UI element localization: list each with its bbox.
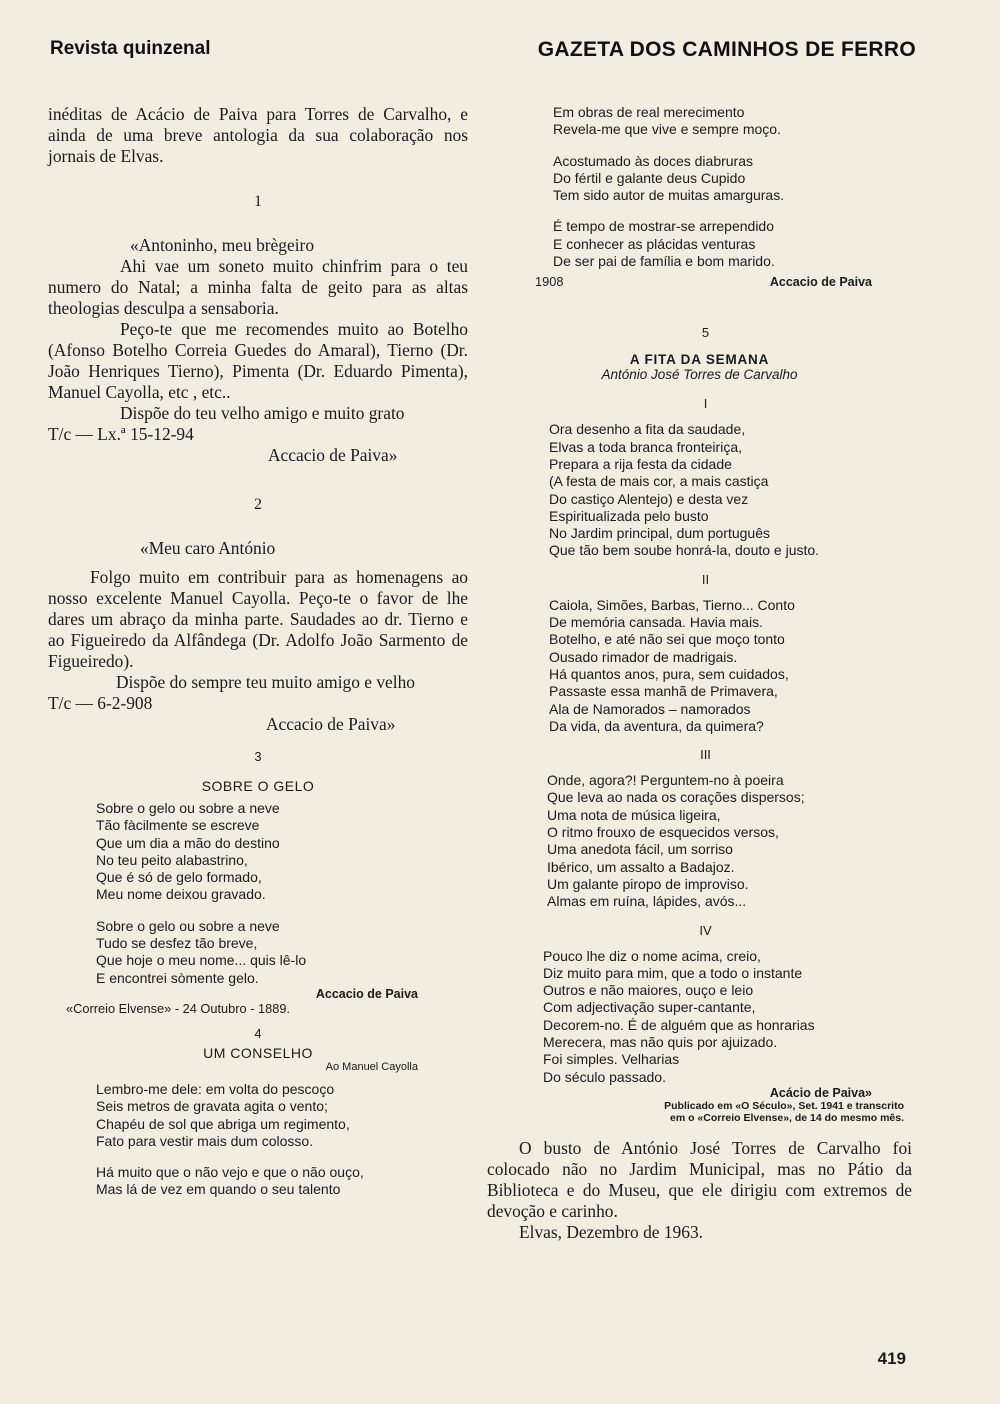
- poem-line: Em obras de real merecimento: [553, 104, 745, 120]
- poem-5-subtitle: António José Torres de Carvalho: [601, 367, 798, 383]
- poem-5-section-1: [487, 421, 912, 559]
- poem-3-signature: Accacio de Paiva: [315, 986, 418, 1001]
- poem-line: Com adjectivação super-cantante,: [543, 999, 756, 1016]
- poem-line: Sobre o gelo ou sobre a neve: [96, 917, 280, 934]
- letter-2-paragraph-2: Dispõe do sempre teu muito amigo e velho: [116, 672, 415, 692]
- section-numeral: III: [700, 747, 711, 763]
- poem-line: Ala de Namorados – namorados: [549, 700, 751, 717]
- poem-line: (A festa de mais cor, a mais castiça: [549, 473, 769, 490]
- poem-4-title: UM CONSELHO: [203, 1044, 313, 1061]
- poem-line: E conhecer as plácidas venturas: [553, 235, 756, 252]
- poem-line: Tem sido autor de muitas amarguras.: [553, 187, 785, 204]
- poem-3-title: SOBRE O GELO: [201, 778, 315, 794]
- section-numeral: IV: [699, 922, 712, 938]
- letter-1-signature: Accacio de Paiva»: [268, 445, 398, 465]
- poem-5-section-3: [487, 772, 912, 910]
- poem-5-publication-note-2: em o «Correio Elvense», de 14 do mesmo mês.: [669, 1111, 904, 1124]
- poem-line: Diz muito para mim, que a todo o instante: [543, 964, 803, 981]
- poem-line: Do fértil e galante deus Cupido: [553, 169, 746, 186]
- letter-2-signature: Accacio de Paiva»: [266, 714, 396, 734]
- letter-1-number: 1: [254, 193, 262, 210]
- poem-5-section-4: [487, 948, 912, 1086]
- poem-line: Ora desenho a fita da saudade,: [549, 421, 746, 438]
- poem-line: De ser pai de família e bom marido.: [553, 253, 775, 270]
- poem-line: Do castiço Alentejo) e desta vez: [549, 490, 749, 507]
- letter-2-paragraph-1: Folgo muito em contribuir para as homenagens ao nosso excelente Manuel Cayolla. Peço-te o favor de lhe dares um abraço da minha parte. Saudades ao dr. Tierno e ao Figueiredo da Alfândega (Dr. Adolfo João Sarmento de Figueiredo).: [48, 567, 468, 671]
- poem-line: Que é só de gelo formado,: [96, 869, 262, 886]
- poem-5-publication-note-1: Publicado em «O Século», Set. 1941 e transcrito: [664, 1099, 904, 1112]
- poem-line: No teu peito alabastrino,: [96, 851, 248, 868]
- poem-line: Revela-me que vive e sempre moço.: [553, 121, 781, 138]
- poem-line: Tão fàcilmente se escreve: [96, 817, 260, 834]
- left-column: [48, 104, 468, 1199]
- poem-line: Pouco lhe diz o nome acima, creio,: [543, 947, 761, 964]
- poem-line: Do século passado.: [543, 1068, 666, 1085]
- poem-line: Um galante piropo de improviso.: [547, 875, 749, 892]
- right-column: [487, 104, 912, 1243]
- poem-4-dedication: Ao Manuel Cayolla: [325, 1060, 418, 1073]
- poem-line: Outros e não maiores, ouço e leio: [543, 982, 754, 999]
- page-number: 419: [877, 1349, 906, 1368]
- poem-line: Espiritualizada pelo busto: [549, 507, 709, 524]
- poem-4-year: 1908: [535, 274, 564, 290]
- poem-4-footer: [487, 274, 912, 289]
- intro-paragraph: inéditas de Acácio de Paiva para Torres de Carvalho, e ainda de uma breve antologia da sua colaboração nos jornais de Elvas.: [48, 104, 468, 166]
- letter-2-date: T/c — 6-2-908: [48, 693, 153, 713]
- closing-paragraph: O busto de António José Torres de Carvalho foi colocado não no Jardim Municipal, mas no Pátio da Biblioteca e do Museu, que ele dirigiu com extremos de devoção e carinho.: [487, 1137, 912, 1221]
- poem-line: Que um dia a mão do destino: [96, 834, 280, 851]
- poem-line: Caiola, Simões, Barbas, Tierno... Conto: [549, 596, 795, 613]
- running-head-right: GAZETA DOS CAMINHOS DE FERRO: [537, 38, 916, 61]
- poem-line: Uma anedota fácil, um sorriso: [547, 841, 733, 858]
- poem-4-stanza-1: [48, 1081, 468, 1150]
- poem-4-signature: Accacio de Paiva: [769, 275, 872, 290]
- poem-line: Merecera, mas não quis por ajuizado.: [543, 1033, 778, 1050]
- poem-5-number: 5: [701, 325, 710, 341]
- letter-1-salutation: «Antoninho, meu brègeiro: [130, 235, 315, 255]
- poem-line: Há quantos anos, pura, sem cuidados,: [549, 665, 789, 682]
- poem-line: Passaste essa manhã de Primavera,: [549, 683, 778, 700]
- poem-line: Botelho, e até não sei que moço tonto: [549, 631, 785, 648]
- poem-4-stanza-4: [487, 153, 912, 205]
- poem-line: No Jardim principal, dum português: [549, 525, 770, 542]
- poem-line: Almas em ruína, lápides, avós...: [547, 893, 747, 910]
- letter-1-date: T/c — Lx.ª 15-12-94: [48, 424, 194, 444]
- poem-line: Onde, agora?! Perguntem-no à poeira: [547, 772, 784, 789]
- poem-line: Meu nome deixou gravado.: [96, 886, 266, 903]
- letter-2-number: 2: [254, 496, 262, 513]
- poem-line: Da vida, da aventura, da quimera?: [549, 717, 764, 734]
- poem-5-title: A FITA DA SEMANA: [629, 352, 770, 368]
- letter-1-paragraph-3: Dispõe do teu velho amigo e muito grato: [120, 403, 405, 423]
- poem-line: Mas lá de vez em quando o seu talento: [96, 1181, 341, 1198]
- poem-line: É tempo de mostrar-se arrependido: [553, 218, 774, 235]
- poem-line: Decorem-no. É de alguém que as honrarias: [543, 1016, 815, 1033]
- letter-2-salutation: «Meu caro António: [140, 538, 276, 558]
- poem-line: De memória cansada. Havia mais.: [549, 614, 763, 631]
- poem-line: Que leva ao nada os corações dispersos;: [547, 789, 805, 806]
- place-and-date: Elvas, Dezembro de 1963.: [519, 1221, 703, 1242]
- poem-line: Uma nota de música ligeira,: [547, 806, 721, 823]
- poem-line: E encontrei sòmente gelo.: [96, 969, 259, 986]
- poem-3-number: 3: [254, 749, 262, 764]
- poem-line: Ibérico, um assalto a Badajoz.: [547, 858, 735, 875]
- letter-1-paragraph-1: Ahi vae um soneto muito chinfrim para o teu numero do Natal; a minha falta de geito para as altas theologias desculpa a sensaboria.: [48, 256, 468, 318]
- poem-3-source: «Correio Elvense» - 24 Outubro - 1889.: [66, 1000, 291, 1016]
- poem-4-number: 4: [254, 1025, 262, 1041]
- poem-line: Que tão bem soube honrá-la, douto e justo.: [549, 542, 820, 559]
- poem-4-stanza-5: [487, 218, 912, 270]
- poem-line: Ousado rimador de madrigais.: [549, 648, 738, 665]
- poem-line: O ritmo frouxo de esquecidos versos,: [547, 824, 779, 841]
- poem-line: Que hoje o meu nome... quis lê-lo: [96, 952, 307, 969]
- poem-line: Fato para vestir mais dum colosso.: [96, 1132, 314, 1149]
- poem-line: Foi simples. Velharias: [543, 1051, 680, 1068]
- poem-line: Sobre o gelo ou sobre a neve: [96, 800, 280, 816]
- poem-line: Acostumado às doces diabruras: [553, 152, 753, 169]
- letter-1-paragraph-2: Peço-te que me recomendes muito ao Botelho (Afonso Botelho Correia Guedes do Amaral), Tierno (Dr. João Henriques Tierno), Pimenta (Dr. Eduardo Pimenta), Manuel Cayolla, etc , etc..: [48, 319, 468, 402]
- poem-3-stanza-2: [48, 918, 468, 987]
- poem-line: Chapéu de sol que abriga um regimento,: [96, 1115, 350, 1132]
- poem-line: Há muito que o não vejo e que o não ouço,: [96, 1164, 364, 1181]
- poem-line: Elvas a toda branca fronteiriça,: [549, 438, 742, 455]
- section-numeral: II: [701, 571, 710, 587]
- poem-5-section-2: [487, 597, 912, 735]
- poem-5-signature: Acácio de Paiva»: [769, 1085, 872, 1100]
- running-head-left: Revista quinzenal: [50, 38, 211, 59]
- poem-4-stanza-3: [487, 104, 912, 139]
- poem-line: Lembro-me dele: em volta do pescoço: [96, 1080, 335, 1097]
- section-numeral: I: [703, 396, 708, 412]
- poem-line: Prepara a rija festa da cidade: [549, 455, 732, 472]
- poem-line: Seis metros de gravata agita o vento;: [96, 1098, 328, 1115]
- poem-line: Tudo se desfez tão breve,: [96, 935, 258, 952]
- poem-3-stanza-1: [48, 800, 468, 904]
- poem-4-stanza-2: [48, 1164, 468, 1199]
